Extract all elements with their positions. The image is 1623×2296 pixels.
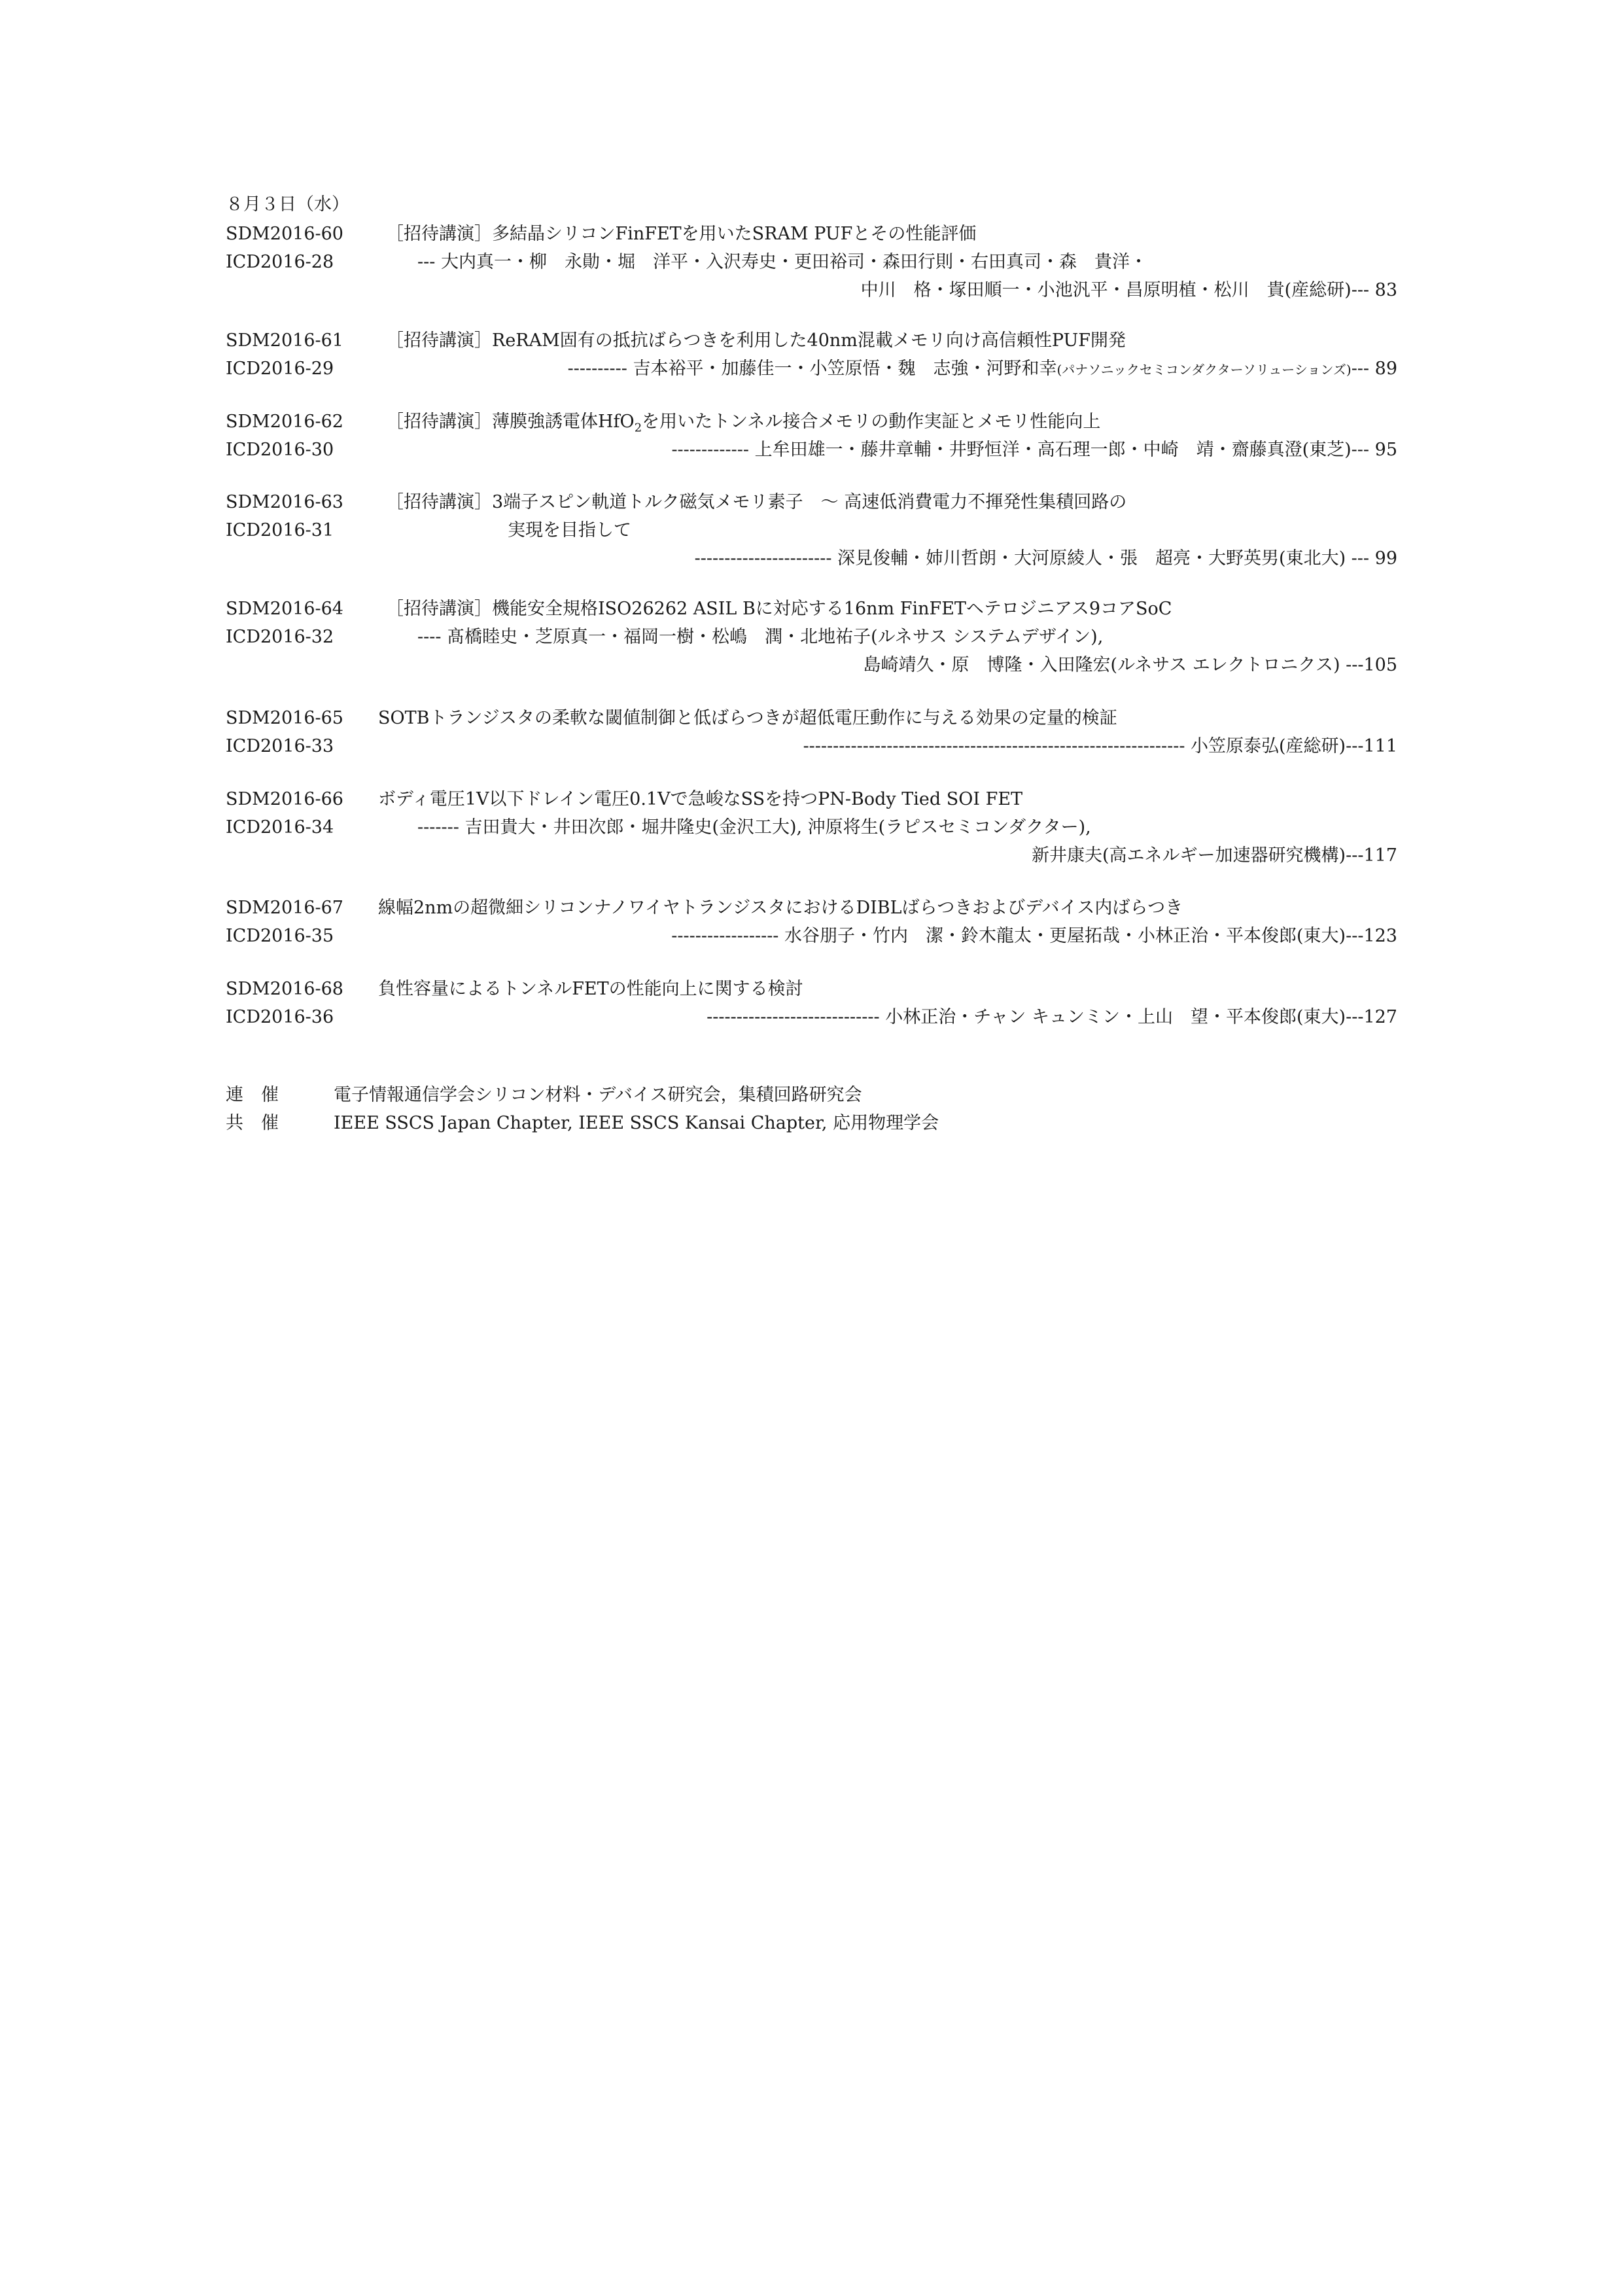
co-sponsor-text: IEEE SSCS Japan Chapter, IEEE SSCS Kansai Chapter, 応用物理学会 — [334, 1113, 939, 1133]
sdm-number: SDM2016-65 — [226, 708, 343, 728]
session-date: ８月３日（水） — [226, 194, 349, 215]
icd-number: ICD2016-33 — [226, 736, 334, 756]
co-sponsor-label: 共 催 — [226, 1113, 279, 1133]
entry-title: ［招待講演］多結晶シリコンFinFETを用いたSRAM PUFとその性能評価 — [386, 224, 977, 244]
icd-number: ICD2016-35 — [226, 926, 334, 946]
entry-authors: ---------------------------------------------------------------- 小笠原泰弘(産総研)---111 — [803, 736, 1397, 756]
icd-number: ICD2016-31 — [226, 520, 334, 540]
entry-authors: ------------------ 水谷朋子・竹内 潔・鈴木龍太・更屋拓哉・小林正治・平本俊郎(東大)---123 — [671, 926, 1397, 946]
sdm-number: SDM2016-64 — [226, 599, 343, 619]
entry-authors-cont: 中川 格・塚田順一・小池汎平・昌原明植・松川 貴(産総研)--- 83 — [860, 280, 1397, 300]
sdm-number: SDM2016-67 — [226, 898, 343, 918]
entry-authors: --- 大内真一・柳 永勛・堀 洋平・入沢寿史・更田裕司・森田行則・右田真司・森 貴洋・ — [417, 252, 1147, 272]
entry-authors: ----------------------- 深見俊輔・姉川哲朗・大河原綾人・張 超亮・大野英男(東北大) --- 99 — [694, 548, 1397, 569]
sdm-number: SDM2016-62 — [226, 412, 343, 432]
entry-authors: ------- 吉田貴大・井田次郎・堀井隆史(金沢工大), 沖原将生(ラピスセミコンダクター), — [417, 817, 1091, 838]
entry-authors-cont: 新井康夫(高エネルギー加速器研究機構)---117 — [1032, 845, 1397, 866]
entry-authors: ---- 髙橋睦史・芝原真一・福岡一樹・松嶋 潤・北地祐子(ルネサス システムデザイン), — [417, 627, 1104, 647]
entry-title — [386, 410, 1100, 440]
icd-number: ICD2016-28 — [226, 252, 334, 272]
sdm-number: SDM2016-68 — [226, 979, 343, 999]
authors-affiliation: (パナソニックセミコンダクターソリューションズ) — [1056, 362, 1352, 378]
entry-title: ［招待講演］ReRAM固有の抵抗ばらつきを利用した40nm混載メモリ向け高信頼性PUF開発 — [386, 330, 1126, 351]
sdm-number: SDM2016-66 — [226, 789, 343, 809]
icd-number: ICD2016-30 — [226, 440, 334, 460]
entry-authors: ------------- 上牟田雄一・藤井章輔・井野恒洋・高石理一郎・中崎 靖・齋藤真澄(東芝)--- 95 — [671, 440, 1397, 460]
icd-number: ICD2016-32 — [226, 627, 334, 647]
authors-names: ---------- 吉本裕平・加藤佳一・小笠原悟・魏 志強・河野和幸 — [567, 359, 1057, 379]
sdm-number: SDM2016-61 — [226, 330, 343, 351]
entry-title: 負性容量によるトンネルFETの性能向上に関する検討 — [378, 979, 803, 999]
entry-title: ボディ電圧1V以下ドレイン電圧0.1Vで急峻なSSを持つPN-Body Tied SOI FET — [378, 789, 1023, 809]
title-part: ［招待講演］薄膜強誘電体HfO — [386, 412, 635, 432]
entry-title: ［招待講演］機能安全規格ISO26262 ASIL Bに対応する16nm FinFETヘテロジニアス9コアSoC — [386, 599, 1172, 619]
entry-title: SOTBトランジスタの柔軟な閾値制御と低ばらつきが超低電圧動作に与える効果の定量的検証 — [378, 708, 1117, 728]
title-part: を用いたトンネル接合メモリの動作実証とメモリ性能向上 — [642, 412, 1101, 432]
entry-title: ［招待講演］3端子スピン軌道トルク磁気メモリ素子 ～ 高速低消費電力不揮発性集積回路の — [386, 492, 1127, 512]
entry-authors: ----------------------------- 小林正治・チャン キュンミン・上山 望・平本俊郎(東大)---127 — [707, 1007, 1397, 1027]
entry-authors — [568, 357, 1397, 381]
entry-authors-cont: 島崎靖久・原 博隆・入田隆宏(ルネサス エレクトロニクス) ---105 — [863, 655, 1397, 675]
entry-title: 線幅2nmの超微細シリコンナノワイヤトランジスタにおけるDIBLばらつきおよびデバイス内ばらつき — [378, 898, 1183, 918]
icd-number: ICD2016-36 — [226, 1007, 334, 1027]
sdm-number: SDM2016-63 — [226, 492, 343, 512]
sdm-number: SDM2016-60 — [226, 224, 343, 244]
page-number: --- 89 — [1351, 359, 1397, 379]
co-organizer-label: 連 催 — [226, 1085, 279, 1105]
title-subscript: 2 — [634, 421, 642, 435]
icd-number: ICD2016-29 — [226, 359, 334, 379]
entry-title-cont: 実現を目指して — [508, 520, 631, 540]
icd-number: ICD2016-34 — [226, 817, 334, 838]
co-organizer-text: 電子情報通信学会シリコン材料・デバイス研究会，集積回路研究会 — [334, 1085, 862, 1105]
